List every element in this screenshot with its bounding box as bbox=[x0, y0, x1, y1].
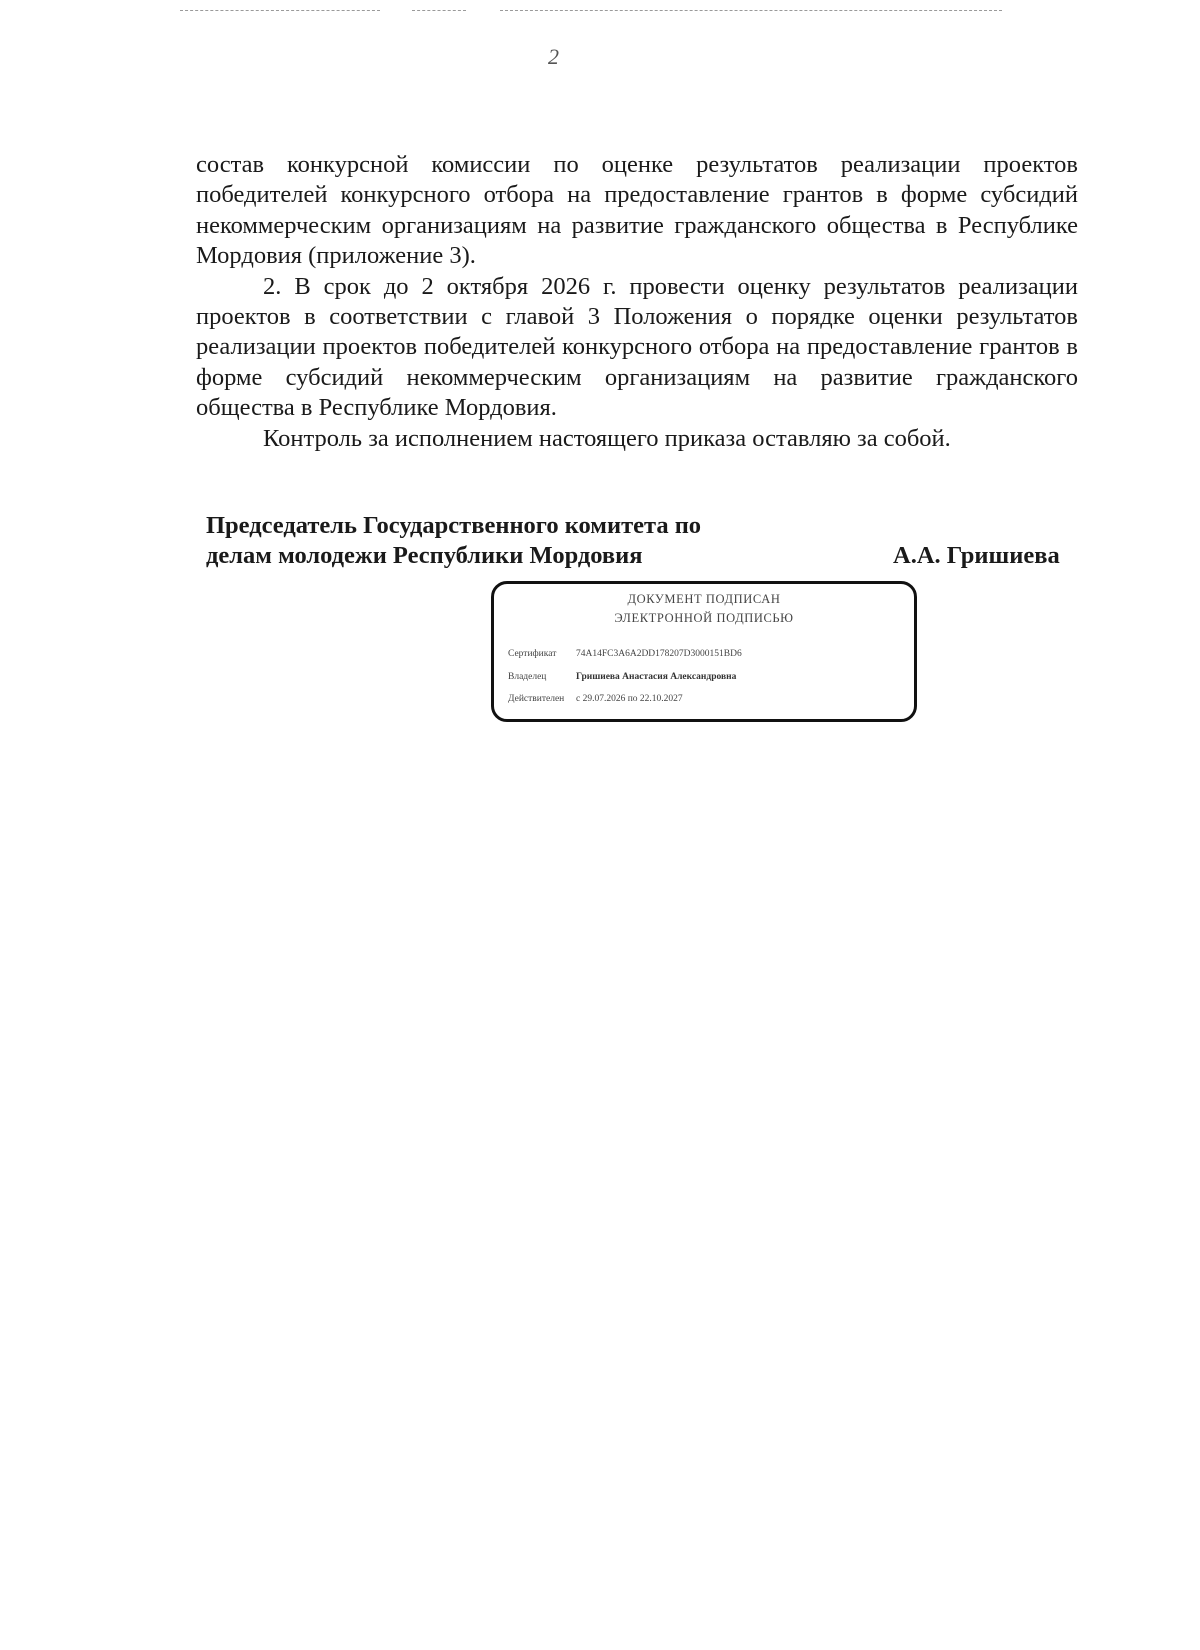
stamp-owner-label: Владелец bbox=[508, 672, 547, 682]
signer-position bbox=[206, 511, 701, 571]
top-edge-line bbox=[412, 10, 466, 11]
document-body bbox=[196, 150, 1078, 454]
page-number: 2 bbox=[548, 44, 559, 69]
stamp-title-line-2: ЭЛЕКТРОННОЙ ПОДПИСЬЮ bbox=[614, 611, 794, 625]
stamp-valid-row bbox=[508, 694, 683, 704]
electronic-signature-stamp bbox=[491, 581, 917, 722]
signer-name: А.А. Гришиева bbox=[893, 542, 1060, 569]
stamp-owner-value: Гришиева Анастасия Александровна bbox=[576, 672, 737, 682]
top-edge-line bbox=[500, 10, 1002, 11]
paragraph-commission-composition: состав конкурсной комиссии по оценке результатов реализации проектов победителей конкурсного отбора на предоставление грантов в форме субсидий некоммерческим организациям на развитие гражданского общества в Республике Мордовия (приложение 3). bbox=[196, 151, 1078, 270]
signer-position-line-2: делам молодежи Республики Мордовия bbox=[206, 542, 643, 569]
stamp-title bbox=[494, 590, 914, 628]
stamp-certificate-row bbox=[508, 649, 742, 659]
stamp-certificate-value: 74А14FС3А6А2DD178207D3000151ВD6 bbox=[576, 649, 742, 659]
top-edge-line bbox=[180, 10, 380, 11]
stamp-title-line-1: ДОКУМЕНТ ПОДПИСАН bbox=[627, 592, 781, 606]
stamp-valid-label: Действителен bbox=[508, 694, 565, 704]
signer-position-line-1: Председатель Государственного комитета по bbox=[206, 512, 702, 539]
stamp-certificate-label: Сертификат bbox=[508, 649, 557, 659]
stamp-valid-value: с 29.07.2026 по 22.10.2027 bbox=[576, 694, 683, 704]
paragraph-evaluation-deadline: 2. В срок до 2 октября 2026 г. провести оценку результатов реализации проектов в соответствии с главой 3 Положения о порядке оценки результатов реализации проектов победителей конкурсного отбора на предоставление грантов в форме субсидий некоммерческим организациям на развитие гражданского общества в Республике Мордовия. bbox=[196, 272, 1078, 422]
stamp-owner-row bbox=[508, 672, 736, 682]
paragraph-control: Контроль за исполнением настоящего приказа оставляю за собой. bbox=[263, 424, 951, 452]
